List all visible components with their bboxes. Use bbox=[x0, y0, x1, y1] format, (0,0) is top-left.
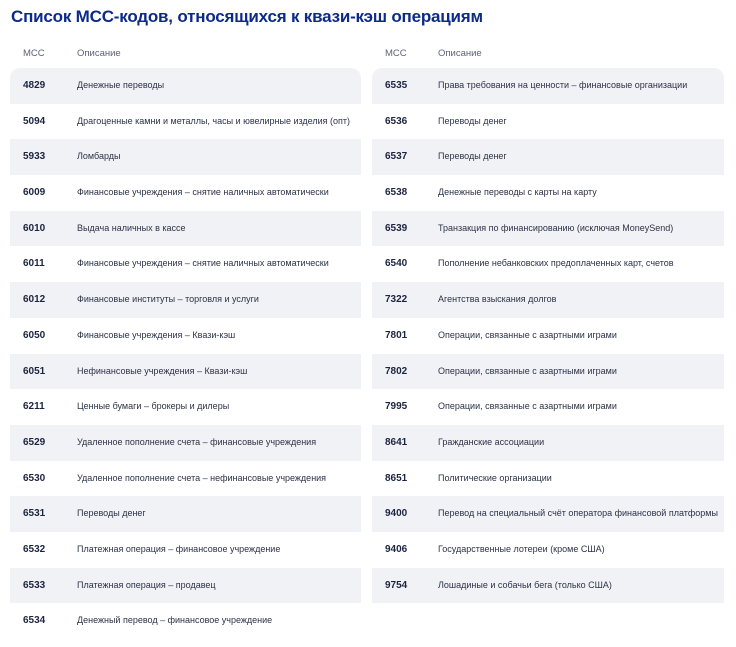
table-body bbox=[372, 68, 724, 639]
mcc-code: 6533 bbox=[23, 579, 46, 591]
table-row bbox=[372, 568, 724, 604]
table-row bbox=[10, 425, 361, 461]
mcc-description: Операции, связанные с азартными играми bbox=[438, 401, 617, 412]
table-row bbox=[372, 389, 724, 425]
mcc-description: Финансовые учреждения – снятие наличных автоматически bbox=[77, 187, 329, 198]
mcc-code: 6012 bbox=[23, 294, 46, 306]
table-row bbox=[10, 389, 361, 425]
mcc-code: 6530 bbox=[23, 472, 46, 484]
column-header-mcc: МСС bbox=[385, 48, 407, 59]
mcc-code: 7322 bbox=[385, 294, 408, 306]
mcc-description: Государственные лотереи (кроме США) bbox=[438, 543, 605, 554]
table-row bbox=[372, 603, 724, 639]
table-row bbox=[10, 175, 361, 211]
table-row bbox=[10, 568, 361, 604]
mcc-code: 6532 bbox=[23, 543, 46, 555]
mcc-code: 8641 bbox=[385, 436, 408, 448]
mcc-description: Политические организации bbox=[438, 472, 552, 483]
mcc-description: Платежная операция – продавец bbox=[77, 579, 216, 590]
mcc-code: 6539 bbox=[385, 222, 408, 234]
mcc-code: 6011 bbox=[23, 258, 45, 270]
mcc-code: 6538 bbox=[385, 187, 408, 199]
mcc-description: Драгоценные камни и металлы, часы и ювелирные изделия (опт) bbox=[77, 115, 351, 126]
table-row bbox=[372, 104, 724, 140]
mcc-code: 9406 bbox=[385, 543, 408, 555]
table-row bbox=[372, 318, 724, 354]
mcc-code: 8651 bbox=[385, 472, 408, 484]
mcc-description: Пополнение небанковских предоплаченных карт, счетов bbox=[438, 258, 674, 269]
table-header bbox=[372, 48, 724, 62]
mcc-code: 5933 bbox=[23, 151, 46, 163]
table-row bbox=[372, 425, 724, 461]
mcc-code: 6540 bbox=[385, 258, 408, 270]
column-header-description: Описание bbox=[77, 48, 121, 59]
mcc-code: 6534 bbox=[23, 615, 46, 627]
mcc-description: Ломбарды bbox=[77, 151, 121, 162]
table-row bbox=[10, 211, 361, 247]
table-row bbox=[372, 282, 724, 318]
table-row bbox=[10, 282, 361, 318]
table-row bbox=[10, 603, 361, 639]
mcc-code: 6536 bbox=[385, 115, 408, 127]
table-row bbox=[10, 532, 361, 568]
mcc-description: Платежная операция – финансовое учреждение bbox=[77, 543, 281, 554]
table-row bbox=[10, 496, 361, 532]
mcc-description: Удаленное пополнение счета – нефинансовые учреждения bbox=[77, 472, 327, 483]
mcc-description: Нефинансовые учреждения – Квази-кэш bbox=[77, 365, 248, 376]
mcc-description: Денежные переводы с карты на карту bbox=[438, 187, 597, 198]
table-row bbox=[372, 354, 724, 390]
mcc-description: Ценные бумаги – брокеры и дилеры bbox=[77, 401, 230, 412]
mcc-description: Выдача наличных в кассе bbox=[77, 222, 186, 233]
mcc-description: Перевод на специальный счёт оператора финансовой платформы bbox=[438, 508, 718, 519]
table-row bbox=[372, 246, 724, 282]
mcc-code: 7801 bbox=[385, 329, 408, 341]
mcc-description: Операции, связанные с азартными играми bbox=[438, 329, 617, 340]
mcc-description: Транзакция по финансированию (исключая MoneySend) bbox=[438, 222, 674, 233]
mcc-code: 7802 bbox=[385, 365, 408, 377]
mcc-description: Права требования на ценности – финансовые организации bbox=[438, 80, 688, 90]
mcc-code: 6050 bbox=[23, 329, 46, 341]
mcc-description: Агентства взыскания долгов bbox=[438, 294, 557, 305]
mcc-code: 6537 bbox=[385, 151, 408, 163]
mcc-description: Финансовые учреждения – снятие наличных автоматически bbox=[77, 258, 329, 269]
mcc-description: Операции, связанные с азартными играми bbox=[438, 365, 617, 376]
table-row bbox=[372, 139, 724, 175]
mcc-description: Финансовые институты – торговля и услуги bbox=[77, 294, 259, 305]
mcc-code: 6535 bbox=[385, 80, 408, 91]
mcc-code: 6051 bbox=[23, 365, 46, 377]
mcc-description: Гражданские ассоциации bbox=[438, 436, 545, 447]
table-row bbox=[372, 211, 724, 247]
table-row bbox=[372, 496, 724, 532]
mcc-description: Переводы денег bbox=[438, 151, 507, 162]
table-row bbox=[10, 104, 361, 140]
table-row bbox=[10, 246, 361, 282]
mcc-code: 4829 bbox=[23, 80, 46, 91]
mcc-code: 6009 bbox=[23, 187, 46, 199]
mcc-code: 6531 bbox=[23, 508, 46, 520]
mcc-code: 5094 bbox=[23, 115, 46, 127]
mcc-code: 6529 bbox=[23, 436, 46, 448]
table-row bbox=[372, 175, 724, 211]
table-row bbox=[10, 354, 361, 390]
table-row bbox=[372, 68, 724, 104]
mcc-description: Финансовые учреждения – Квази-кэш bbox=[77, 329, 236, 340]
table-row bbox=[372, 532, 724, 568]
table-row bbox=[10, 461, 361, 497]
mcc-description: Денежный перевод – финансовое учреждение bbox=[77, 615, 273, 626]
mcc-code: 9400 bbox=[385, 508, 408, 520]
mcc-description: Денежные переводы bbox=[77, 80, 165, 90]
mcc-code: 7995 bbox=[385, 401, 408, 413]
table-row bbox=[10, 68, 361, 104]
mcc-description: Переводы денег bbox=[77, 508, 146, 519]
mcc-description: Переводы денег bbox=[438, 115, 507, 126]
mcc-description: Лошадиные и собачьи бега (только США) bbox=[438, 579, 612, 590]
mcc-code: 9754 bbox=[385, 579, 408, 591]
column-header-description: Описание bbox=[438, 48, 482, 59]
mcc-description: Удаленное пополнение счета – финансовые учреждения bbox=[77, 436, 317, 447]
mcc-code: 6211 bbox=[23, 401, 45, 413]
table-row bbox=[10, 318, 361, 354]
table-row bbox=[372, 461, 724, 497]
mcc-code: 6010 bbox=[23, 222, 46, 234]
column-header-mcc: МСС bbox=[23, 48, 45, 59]
table-body bbox=[10, 68, 361, 639]
page-title: Список МСС-кодов, относящихся к квази-кэш операциям bbox=[11, 7, 483, 26]
table-header bbox=[10, 48, 361, 62]
table-row bbox=[10, 139, 361, 175]
